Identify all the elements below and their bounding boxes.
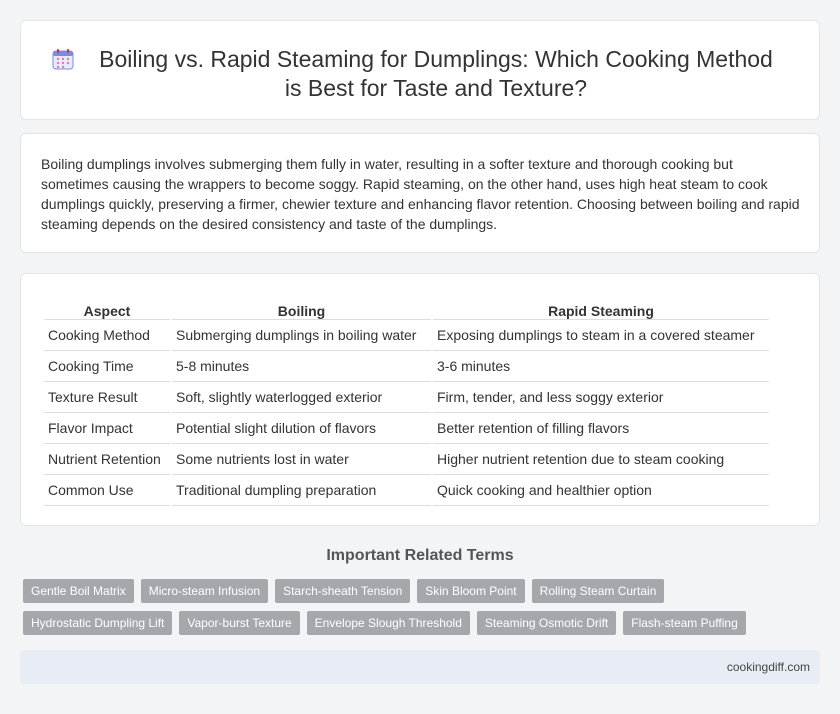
- footer: [20, 650, 820, 684]
- summary-card: [20, 133, 820, 253]
- page-title: Boiling vs. Rapid Steaming for Dumplings: Which Cooking Method is Best for Taste and Texture?: [99, 46, 773, 101]
- table-cell: Texture Result: [44, 382, 170, 413]
- table-cell: Firm, tender, and less soggy exterior: [433, 382, 769, 413]
- comparison-table: [42, 296, 771, 506]
- table-cell: Better retention of filling flavors: [433, 413, 769, 444]
- table-row: [44, 382, 769, 413]
- calendar-icon: [51, 47, 75, 71]
- header-card: [20, 20, 820, 120]
- table-cell: Cooking Time: [44, 351, 170, 382]
- table-row: [44, 320, 769, 351]
- table-cell: Potential slight dilution of flavors: [172, 413, 431, 444]
- tag-flash-steam-puffing[interactable]: Flash-steam Puffing: [623, 611, 746, 635]
- tag-envelope-slough-threshold[interactable]: Envelope Slough Threshold: [307, 611, 470, 635]
- footer-site-link[interactable]: cookingdiff.com: [726, 660, 810, 674]
- table-cell: Flavor Impact: [44, 413, 170, 444]
- table-cell: Some nutrients lost in water: [172, 444, 431, 475]
- related-terms: [23, 579, 823, 643]
- table-cell: Higher nutrient retention due to steam cooking: [433, 444, 769, 475]
- tag-skin-bloom-point[interactable]: Skin Bloom Point: [417, 579, 524, 603]
- table-row: [44, 351, 769, 382]
- table-cell: 5-8 minutes: [172, 351, 431, 382]
- tag-row: [23, 611, 823, 635]
- related-terms-title: Important Related Terms: [326, 547, 514, 564]
- tag-steaming-osmotic-drift[interactable]: Steaming Osmotic Drift: [477, 611, 616, 635]
- tag-vapor-burst-texture[interactable]: Vapor-burst Texture: [179, 611, 299, 635]
- table-cell: 3-6 minutes: [433, 351, 769, 382]
- tag-rolling-steam-curtain[interactable]: Rolling Steam Curtain: [532, 579, 665, 603]
- table-card: [20, 273, 820, 526]
- summary-text: Boiling dumplings involves submerging them fully in water, resulting in a softer texture and thorough cooking but sometimes causing the wrappers to become soggy. Rapid steaming, on the other hand, uses high heat steam to cook dumplings quickly, preserving a firmer, chewier texture and enhancing flavor retention. Choosing between boiling and rapid steaming depends on the desired consistency and taste of the dumplings.: [41, 156, 800, 232]
- tag-micro-steam-infusion[interactable]: Micro-steam Infusion: [141, 579, 268, 603]
- tag-hydrostatic-dumpling-lift[interactable]: Hydrostatic Dumpling Lift: [23, 611, 172, 635]
- table-cell: Submerging dumplings in boiling water: [172, 320, 431, 351]
- table-cell: Cooking Method: [44, 320, 170, 351]
- header-boiling: Boiling: [172, 296, 431, 320]
- header-aspect: Aspect: [44, 296, 170, 320]
- table-cell: Exposing dumplings to steam in a covered steamer: [433, 320, 769, 351]
- tag-gentle-boil-matrix[interactable]: Gentle Boil Matrix: [23, 579, 134, 603]
- title-wrap: [21, 45, 821, 103]
- table-header-row: [44, 296, 769, 320]
- tag-row: [23, 579, 823, 603]
- table-cell: Common Use: [44, 475, 170, 506]
- table-cell: Soft, slightly waterlogged exterior: [172, 382, 431, 413]
- table-row: [44, 413, 769, 444]
- table-cell: Quick cooking and healthier option: [433, 475, 769, 506]
- tag-starch-sheath-tension[interactable]: Starch-sheath Tension: [275, 579, 410, 603]
- table-cell: Traditional dumpling preparation: [172, 475, 431, 506]
- table-row: [44, 475, 769, 506]
- header-rapid-steaming: Rapid Steaming: [433, 296, 769, 320]
- table-cell: Nutrient Retention: [44, 444, 170, 475]
- table-row: [44, 444, 769, 475]
